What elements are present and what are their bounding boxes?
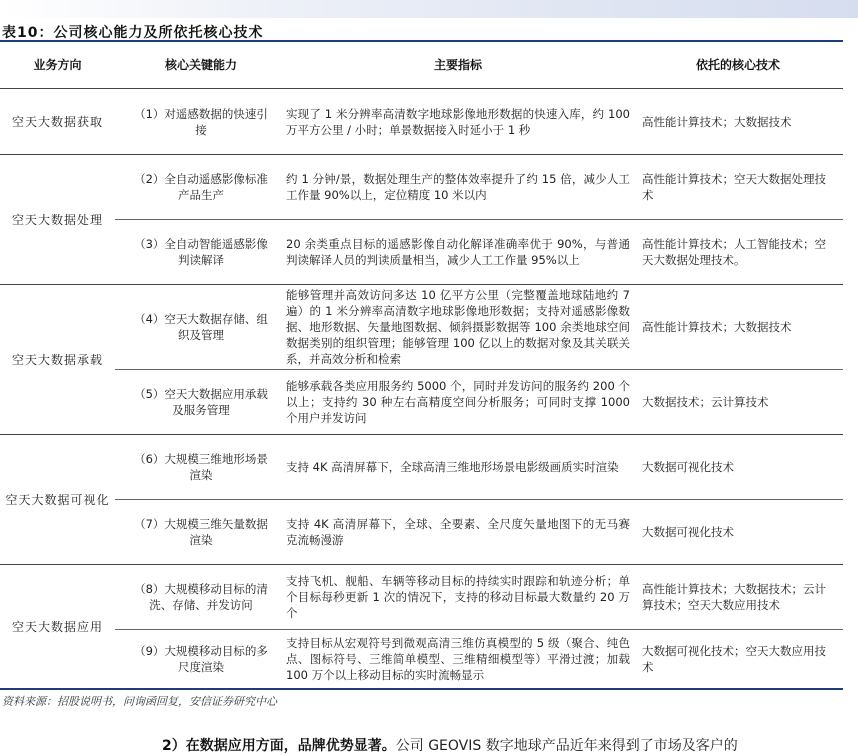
- header-indicator: 主要指标: [433, 58, 482, 72]
- area-processing: 空天大数据处理: [11, 213, 103, 227]
- indicator-cell: 20 余类重点目标的遥感影像自动化解译准确率优于 90%，与普通判读解译人员的判读质量相当，减少人工工作量 95%以上: [286, 237, 630, 267]
- technology-cell: 高性能计算技术；人工智能技术；空天大数据处理技术。: [642, 237, 826, 267]
- area-application: 空天大数据应用: [11, 620, 103, 634]
- capability-cell: （5）空天大数据应用承载及服务管理: [134, 387, 268, 417]
- body-lead: 2）在数据应用方面，品牌优势显著。: [162, 738, 396, 754]
- table-top-rule: [0, 40, 843, 42]
- header-technology: 依托的核心技术: [695, 58, 780, 72]
- title-band: [0, 0, 858, 18]
- capability-cell: （9）大规模移动目标的多尺度渲染: [134, 644, 268, 674]
- table-title: 表10：公司核心能力及所依托核心技术: [2, 25, 264, 41]
- indicator-cell: 支持目标从宏观符号到微观高清三维仿真模型的 5 级（聚合、纯色点、图标符号、三维简单模型、三维精细模型等）平滑过渡；加载 100 万个以上移动目标的实时流畅显示: [286, 636, 630, 682]
- technology-cell: 高性能计算技术；大数据技术；云计算技术；空天大数应用技术: [642, 582, 826, 612]
- technology-cell: 高性能计算技术；大数据技术: [642, 114, 792, 129]
- indicator-cell: 实现了 1 米分辨率高清数字地球影像地形数据的快速入库，约 100 万平方公里 / 小时；单景数据接入时延小于 1 秒: [286, 106, 630, 137]
- technology-cell: 高性能计算技术；大数据技术: [642, 320, 792, 334]
- header-area: 业务方向: [33, 58, 82, 72]
- header-capability: 核心关键能力: [164, 58, 237, 72]
- technology-cell: 大数据可视化技术: [642, 460, 734, 474]
- technology-cell: 高性能计算技术；空天大数据处理技术: [642, 172, 826, 202]
- technology-cell: 大数据技术；云计算技术: [642, 395, 769, 409]
- technology-cell: 大数据可视化技术；空天大数应用技术: [642, 644, 826, 674]
- indicator-cell: 支持飞机、舰船、车辆等移动目标的持续实时跟踪和轨迹分析；单个目标每秒更新 1 次的情况下，支持的移动目标最大数量约 20 万个: [286, 574, 630, 620]
- area-hosting: 空天大数据承载: [11, 353, 103, 367]
- capability-cell: （8）大规模移动目标的清洗、存储、并发访问: [134, 582, 268, 612]
- technology-cell: 大数据可视化技术: [642, 525, 734, 539]
- indicator-cell: 能够承载各类应用服务约 5000 个，同时并发访问的服务约 200 个以上；支持约 30 种左右高精度空间分析服务；可同时支撑 1000 个用户并发访问: [286, 379, 630, 425]
- capability-cell: （2）全自动遥感影像标准产品生产: [134, 172, 268, 202]
- capability-cell: （4）空天大数据存储、组织及管理: [134, 312, 268, 342]
- table-bottom-rule: [0, 688, 843, 690]
- area-visualization: 空天大数据可视化: [5, 493, 110, 507]
- body-paragraph: [162, 735, 738, 755]
- capability-cell: （1）对遥感数据的快速引接: [134, 106, 268, 137]
- area-acquisition: 空天大数据获取: [11, 115, 103, 129]
- source-note: 资料来源：招股说明书，问询函回复，安信证券研究中心: [2, 695, 277, 708]
- indicator-cell: 支持 4K 高清屏幕下，全球、全要素、全尺度矢量地图下的无马赛克流畅漫游: [286, 517, 630, 547]
- capability-cell: （3）全自动智能遥感影像判读解译: [134, 237, 268, 267]
- capability-cell: （7）大规模三维矢量数据渲染: [134, 517, 268, 547]
- body-text: 公司 GEOVIS 数字地球产品近年来得到了市场及客户的: [395, 738, 738, 754]
- indicator-cell: 约 1 分钟/景，数据处理生产的整体效率提升了约 15 倍，减少人工工作量 90%以上，定位精度 10 米以内: [286, 172, 630, 202]
- indicator-cell: 能够管理并高效访问多达 10 亿平方公里（完整覆盖地球陆地约 7 遍）的 1 米分辨率高清数字地球影像地形数据；支持对遥感影像数据、地形数据、矢量地图数据、倾斜摄影数据等 100 余类地球空间数据类别的组织管理；能够管理 100 亿以上的数据对象及其关联关系，并高效分析和检索: [286, 288, 630, 366]
- capability-cell: （6）大规模三维地形场景渲染: [134, 452, 268, 482]
- indicator-cell: 支持 4K 高清屏幕下，全球高清三维地形场景电影级画质实时渲染: [286, 460, 619, 474]
